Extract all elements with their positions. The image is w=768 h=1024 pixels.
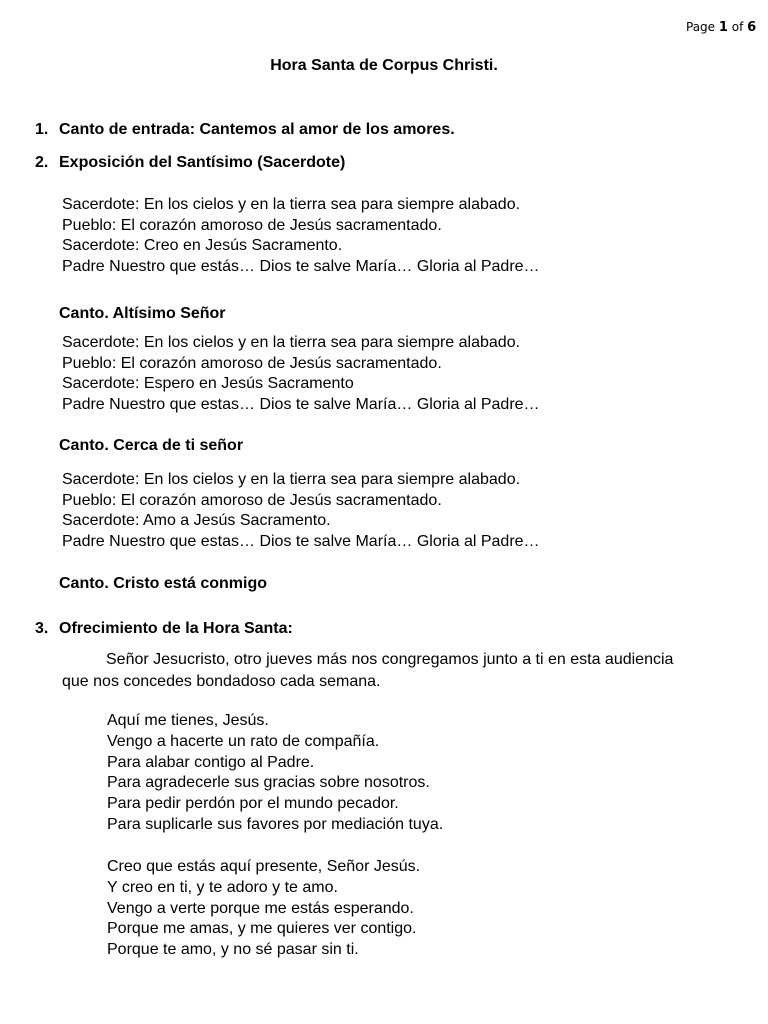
poem-line: Porque me amas, y me quieres ver contigo. <box>107 920 417 938</box>
list-number: 3. <box>35 620 49 637</box>
prayer-line: Pueblo: El corazón amoroso de Jesús sacramentado. <box>62 354 442 372</box>
list-item-3 <box>35 620 293 638</box>
list-number: 2. <box>35 154 49 171</box>
page-label: Page <box>686 20 716 34</box>
poem-line: Aquí me tienes, Jesús. <box>107 712 269 729</box>
list-item-text: Ofrecimiento de la Hora Santa: <box>59 620 293 637</box>
prayer-block-2 <box>62 333 540 415</box>
prayer-line: Sacerdote: Espero en Jesús Sacramento <box>62 375 354 392</box>
list-item-text: Exposición del Santísimo (Sacerdote) <box>59 154 346 171</box>
poem-line: Para agradecerle sus gracias sobre nosotros. <box>107 774 430 792</box>
prayer-line: Pueblo: El corazón amoroso de Jesús sacramentado. <box>62 216 442 234</box>
paragraph-line: Señor Jesucristo, otro jueves más nos congregamos junto a ti en esta audiencia <box>106 651 674 668</box>
prayer-block-1 <box>62 195 540 277</box>
prayer-line: Sacerdote: En los cielos y en la tierra sea para siempre alabado. <box>62 334 521 351</box>
poem-line: Y creo en ti, y te adoro y te amo. <box>107 878 338 896</box>
poem-stanza-1 <box>107 711 443 836</box>
page-total: 6 <box>747 20 757 35</box>
canto-heading-3: Canto. Cristo está conmigo <box>59 575 268 592</box>
prayer-line: Padre Nuestro que estas… Dios te salve María… Gloria al Padre… <box>62 532 540 550</box>
poem-line: Creo que estás aquí presente, Señor Jesús. <box>107 858 421 875</box>
prayer-block-3 <box>62 470 540 552</box>
poem-line: Para alabar contigo al Padre. <box>107 753 315 771</box>
prayer-line: Sacerdote: Amo a Jesús Sacramento. <box>62 512 331 529</box>
ofrecimiento-paragraph <box>62 649 752 693</box>
poem-line: Vengo a hacerte un rato de compañía. <box>107 732 380 750</box>
canto-heading-2: Canto. Cerca de ti señor <box>59 437 244 454</box>
prayer-line: Sacerdote: Creo en Jesús Sacramento. <box>62 237 343 254</box>
prayer-line: Padre Nuestro que estás… Dios te salve María… Gloria al Padre… <box>62 257 540 275</box>
list-item-1 <box>35 121 455 139</box>
poem-line: Para suplicarle sus favores por mediación tuya. <box>107 815 444 833</box>
list-number: 1. <box>35 121 49 138</box>
poem-line: Para pedir perdón por el mundo pecador. <box>107 795 399 813</box>
prayer-line: Sacerdote: En los cielos y en la tierra sea para siempre alabado. <box>62 196 521 213</box>
poem-line: Porque te amo, y no sé pasar sin ti. <box>107 941 359 959</box>
page-current: 1 <box>718 20 728 35</box>
poem-line: Vengo a verte porque me estás esperando. <box>107 899 414 917</box>
list-item-2 <box>35 154 345 172</box>
poem-stanza-2 <box>107 857 420 961</box>
canto-heading-1: Canto. Altísimo Señor <box>59 305 226 322</box>
prayer-line: Sacerdote: En los cielos y en la tierra sea para siempre alabado. <box>62 471 521 488</box>
paragraph-line: que nos concedes bondadoso cada semana. <box>62 673 381 690</box>
prayer-line: Pueblo: El corazón amoroso de Jesús sacramentado. <box>62 491 442 509</box>
page-number <box>686 20 756 35</box>
document-title: Hora Santa de Corpus Christi. <box>270 57 498 74</box>
page-of: of <box>731 20 744 34</box>
list-item-text: Canto de entrada: Cantemos al amor de los amores. <box>59 121 455 138</box>
prayer-line: Padre Nuestro que estas… Dios te salve María… Gloria al Padre… <box>62 395 540 413</box>
